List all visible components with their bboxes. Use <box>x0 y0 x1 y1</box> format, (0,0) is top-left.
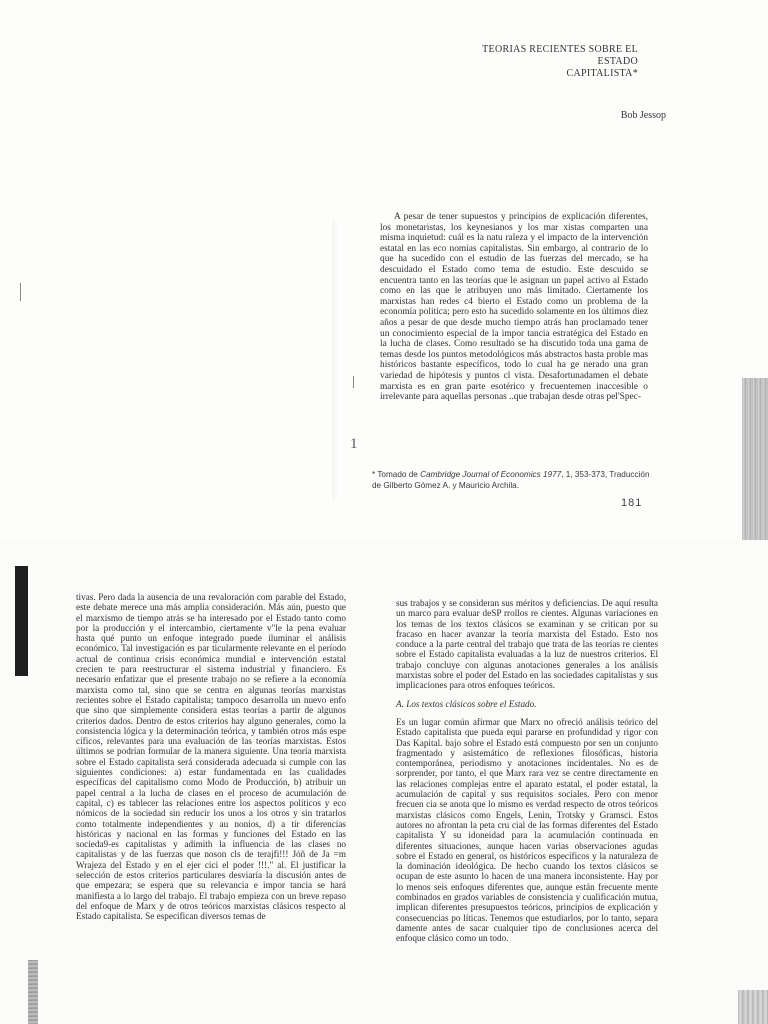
left-column-line: de Marx y de otros teóricos marxistas clásicos respecto <box>123 900 336 911</box>
left-column-line: clases en el proceso de acumulación de capital, c) es <box>76 787 347 808</box>
abstract-line: los puntos metodológicos más abstractos hasta proble mas <box>428 349 648 360</box>
right-column-line: poder del Estado en las sociedades capitalistas y sus <box>465 670 658 681</box>
left-column-line: para reestructurar el sistema industrial y financiero. Es <box>120 664 347 675</box>
abstract-line: diez años a pesar de que desde mucho tiempo atrás han <box>380 307 649 328</box>
right-column-line: pararse en profundidad y rigor con Das Kapital. <box>396 727 658 748</box>
left-column-line: necesario enfatizar que el presente trabajo no se refiere a la <box>76 674 307 685</box>
left-column-line: tivas. Pero dada la ausencia de una revaloración com <box>76 592 273 602</box>
left-column-line: capitalistas y adimith la influencia de las clases <box>125 839 331 850</box>
title-line-1: TEORIAS RECIENTES SOBRE EL <box>482 44 638 55</box>
abstract-line: descuido se encuentra tanto en las teorías que le asignan <box>380 264 649 286</box>
right-column-line: Gramsci. Estos autores no afrontan la peta cru cial <box>396 809 659 830</box>
left-column-line: tablecer las relaciones entre los aspectos políticos y eco <box>129 797 347 808</box>
title-line-2: ESTADO <box>597 56 638 67</box>
right-column-text <box>396 598 658 944</box>
left-column-line: parable del Estado, este debate merece una más amplia <box>76 592 346 613</box>
left-column-line: alguno generales, como la consistencia lógica y la <box>76 715 347 736</box>
right-column-line: damente antes de sacar cualquier tipo de conclusiones <box>396 922 614 933</box>
left-column-line: de que empezara; se espera que su relevancia e impor <box>76 870 346 891</box>
abstract-line: xistas comparten una misma inquietud: cuál es la natu <box>380 222 648 244</box>
right-column-line: clásicos se examinan y se critican por su fracaso en hacer <box>396 618 658 639</box>
left-column-line: marxistas. Estos últimos se podrían formular de la manera <box>76 736 347 757</box>
right-column-line: teóricos, principios de explicación y consecuencias po <box>396 902 658 923</box>
right-column-line: sus trabajos y se consideran sus méritos y deficiencias. <box>396 598 600 608</box>
abstract-line: A pesar de tener supuestos y principios de explicación <box>394 212 606 222</box>
left-column-line: algunos criterios dados. Dentro de estos criterios hay <box>76 705 347 726</box>
page-number: 181 <box>621 497 643 509</box>
abstract-line: esotérico y frecuentemen inaccesible o irrelevante <box>380 381 648 403</box>
right-column-line: cientes. Algunas variaciones en los temas de los textos <box>396 608 658 629</box>
left-column-line: tancia se hará manifiesta a lo largo del trabajo. <box>76 880 347 901</box>
abstract-line: una gran variedad de hipótesis y puntos cl vista. <box>380 360 649 381</box>
right-column-line: un conjunto fragmentado y asistemático de reflexiones filosóficas, historia <box>396 737 658 758</box>
left-column-line: nonios, d) a tir diferencias históricas y nacional <box>76 818 347 839</box>
left-column-line: El trabajo empieza con un breve repaso del enfoque <box>76 890 346 911</box>
right-column-line: De aquí resulta un marco para evaluar deSP rrollos re <box>396 598 659 619</box>
abstract-line: ha sucedido con el estudio de las fuerzas del mercado, <box>398 254 623 265</box>
abstract-line: Desafortunadamen el debate marxista es en gran parte <box>380 370 648 392</box>
abstract-line: históricos bastante específicos, todo lo cual ha ge nerado <box>380 360 610 371</box>
left-column-line: que simplemente considera estas teorías a partir de <box>113 705 314 716</box>
left-column-line: será considerada adecuada si cumple con las siguientes <box>76 756 347 778</box>
abstract-line: tancia estratégica del Estado en la lucha de clases. Como <box>380 328 648 350</box>
left-column-line: cíficos, relevantes para una evaluación de las teorías <box>76 736 281 747</box>
abstract-line: un papel activo al Estado como en las que le atribuyen <box>380 275 649 297</box>
margin-number: 1 <box>350 436 358 452</box>
right-column-line: cia se anota que lo mismo es verdad respecto de otros <box>426 799 627 810</box>
left-column-line: determinación teórica, y también otros más espe <box>165 725 347 736</box>
footnote-prefix: * Tomado de <box>372 470 421 479</box>
right-column-line: capital y sus requisitos sociales. Pero con menor frecuen <box>396 789 658 810</box>
right-column-line: seis enfoques diferentes que, aunque están frecuente <box>433 881 633 892</box>
right-column-line: de las formas diferentes del Estado capitalista Y su <box>396 819 659 841</box>
right-column-line: líticas. Tenemos que estudiarlos, por lo tanto, separa <box>463 912 659 923</box>
abstract-line: se ha descuidado el Estado como tema de estudio. Este <box>380 254 648 275</box>
right-column-line: idoneidad para la acumulación continuada en diferentes <box>396 830 658 851</box>
left-column-line: producción y el intercambio, ciertamente v"le la pena <box>103 622 315 633</box>
left-column-line: siguiente. Una teoría marxista sobre el Estado capitalista <box>76 746 346 767</box>
scan-edge-artifact <box>15 566 28 676</box>
right-column-line: análisis teórico del Estado capitalista que pueda equi <box>396 716 658 738</box>
right-column-line: y cualificación mutua, implican diferentes presupuestos <box>396 892 659 913</box>
left-column-line: no capitalistas y de las fuerzas que noson cls de <box>76 839 346 860</box>
left-column-line: terajfi!!! Jóñ de Ja =m Wrajeza del Estado y en el ejer <box>76 849 347 870</box>
left-column-line: consideración. Más aún, puesto que el marxismo de tiempo <box>76 602 346 623</box>
right-column-line: situaciones, aunque hacen varias observaciones agudas <box>438 840 658 851</box>
left-column-line: cici el poder !!!." al. El justificar la selección de <box>76 859 346 881</box>
margin-mark <box>353 376 354 388</box>
left-column-line: capitalista; tampoco desarrolla un nuevo enfo que sino <box>76 694 346 716</box>
abstract-paragraph <box>380 212 648 403</box>
left-column-line: estos criterios particulares desviaría la discusión antes <box>126 870 334 881</box>
abstract-line: para aquellas personas ..que trabajan desde otras pel'Spec- <box>422 392 641 403</box>
right-column-line: acerca del enfoque clásico como un todo. <box>396 922 659 944</box>
right-column-line: a la parte central del trabajo que trata de las teorías re <box>429 639 630 650</box>
right-column-line: cuando los textos clásicos se ocupan de este asunto lo <box>396 861 659 882</box>
left-column-line: iluminar el análisis económico. Tal investigación es par <box>76 633 347 654</box>
left-column-line: al Estado capitalista. Se especifican diversos temas de <box>76 900 346 922</box>
right-column-line: y la naturaleza de la dominación ideológica. De hecho <box>396 850 659 872</box>
abstract-line: política; pero esto ha sucedido solamente en los últimos <box>419 307 630 318</box>
left-column-line: economía marxista como tal, sino que se centra en <box>76 674 347 695</box>
title-line-3: CAPITALISTA* <box>566 68 638 79</box>
article-title <box>378 44 638 80</box>
abstract-line: diferentes, los monetaristas, los keynesianos y los mar <box>380 212 648 233</box>
scan-shadow <box>332 220 338 500</box>
right-column-line: Es un lugar común afirmar que Marx no ofreció <box>396 716 583 727</box>
right-column-line: cientes sobre el Estado capitalista evaluadas a la luz <box>396 639 659 660</box>
left-column-line: condiciones: a) estar fundamentada en las <box>120 767 300 778</box>
left-column-line: ticularmente relevante en el período actual de continua <box>76 643 346 664</box>
right-column-line: No es de sorprender, por tanto, el que Marx rara vez se <box>396 758 658 779</box>
right-column-line: avanzar la teoría marxista del Estado. Esto nos conduce <box>396 628 658 650</box>
left-column-line: sin tratarlos como totalmente independientes y au <box>76 808 347 829</box>
left-column-line: cualidades específicas del capitalismo como Modo de <box>76 767 347 788</box>
abstract-line: raleza y el impacto de la intervención estatal en las eco <box>380 233 649 254</box>
left-column-line: nómicos de la sociedad sin reducir los unos a los otros y <box>76 808 298 819</box>
right-column-line: implicaciones para otros enfoques teóricos. <box>396 680 555 691</box>
margin-mark <box>20 283 21 301</box>
left-column-line: evaluar hasta qué punto un enfoque integrado puede <box>76 622 346 644</box>
left-column-text <box>76 592 346 922</box>
left-column-line: atrás se ha interesado por el Estado tanto como por la <box>76 612 346 633</box>
left-column-line: Producción, b) atribuir un papel central a la lucha de <box>76 777 346 798</box>
section-heading: A. Los textos clásicos sobre el Estado. <box>396 698 537 709</box>
left-column-line: algunas teorías marxistas recientes sobre el Estado <box>76 684 347 705</box>
footnote <box>372 470 650 491</box>
right-column-line: el aparato estatal, el poder estatal, la acumulación de <box>396 778 659 800</box>
right-column-line: anotaciones generales a los análisis marxistas sobre el <box>396 659 658 681</box>
scan-edge-artifact <box>742 378 768 548</box>
abstract-line: nomías capitalistas. Sin embargo, al contrario de lo que <box>380 243 649 265</box>
right-column-line: teóricos marxistas clásicos como Engels, Lenin, Trotsky y <box>396 799 659 820</box>
abstract-line: resultado se ha discutido toda una gama de temas desde <box>380 339 648 360</box>
scan-edge-artifact <box>738 990 768 1024</box>
abstract-line: uno más limitado. Ciertamente los marxistas han redes <box>380 286 649 307</box>
left-column-line: crisis económica mundial e intervención estatal crecien te <box>76 653 346 675</box>
right-column-line: mente combinados en grados variables de consistencia <box>396 881 658 903</box>
right-column-line: bajo sobre el Estado está compuesto por sen <box>445 737 611 748</box>
right-column-line: hacen de una manera inconsistente. Hay por lo menos <box>396 871 658 892</box>
right-column-line: centre directamente en las relaciones complejas entre <box>396 768 658 789</box>
footnote-journal: Cambridge Journal of Economics 1977 <box>420 470 562 479</box>
footnote-citation: , 1, 353-373, Traducción de Gilberto Gómez A. y Mauricio Archila. <box>372 470 650 490</box>
scan-edge-artifact <box>28 960 38 1024</box>
right-column-line: sobre el Estado en general, os históricos específicos <box>396 850 590 861</box>
author-name: Bob Jessop <box>620 110 666 121</box>
right-column-line: contemporánea, periodismo y anotaciones incidentales. <box>396 758 614 769</box>
right-column-line: de nuestros criterios. El trabajo concluye con algunas <box>396 649 659 670</box>
left-column-line: en las formas y funciones del Estado en las socieda9-es <box>76 828 346 850</box>
abstract-line: c4 bierto el Estado como un problema de la economía <box>380 296 649 318</box>
abstract-line: proclamado tener un conocimiento especial de la impor <box>380 317 648 339</box>
